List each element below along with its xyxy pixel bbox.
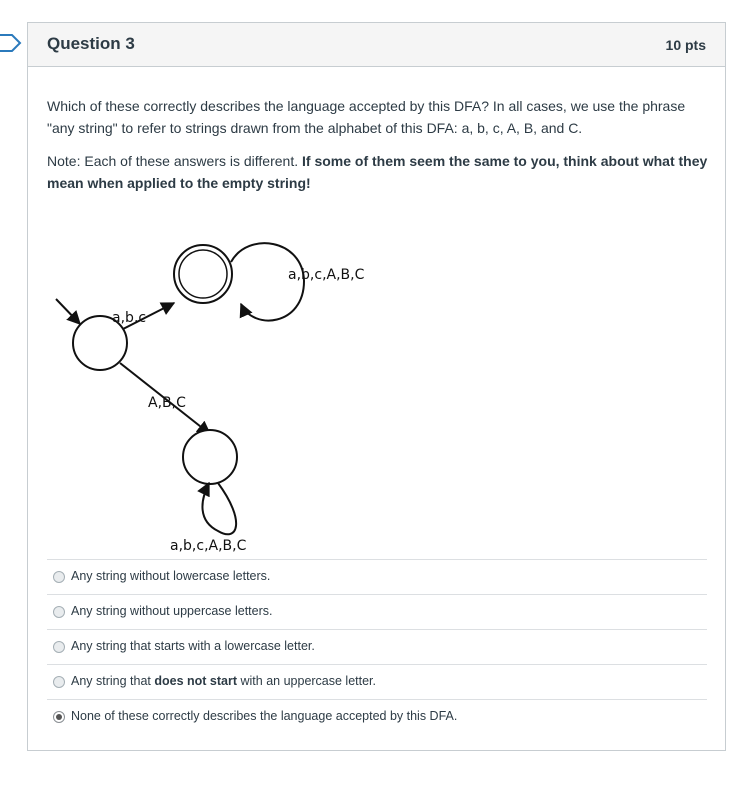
answer-label[interactable]: Any string without lowercase letters. [71,569,271,583]
answer-option[interactable] [47,629,707,664]
answer-option[interactable] [47,664,707,699]
answer-label[interactable]: None of these correctly describes the language accepted by this DFA. [71,709,458,723]
question-points: 10 pts [665,37,706,53]
answer-radio-selected[interactable] [53,711,65,723]
dfa-diagram [48,221,365,561]
dead-loop-label: a,b,c,A,B,C [170,538,247,554]
start-arrow [56,299,80,324]
accept-loop-label: a,b,c,A,B,C [288,267,365,283]
question-note [47,150,712,194]
question-text [47,95,712,205]
answer-radio[interactable] [53,641,65,653]
answer-radio[interactable] [53,571,65,583]
answer-option-selected[interactable] [47,699,707,734]
dead-state [183,430,237,484]
answer-label[interactable]: Any string without uppercase letters. [71,604,273,618]
question-title: Question 3 [47,34,135,53]
answer-radio[interactable] [53,606,65,618]
answer-list [47,559,707,734]
edge-label-start-dead: A,B,C [148,395,186,411]
answer-radio[interactable] [53,676,65,688]
question-header [28,23,725,67]
edge-label-start-accept: a,b,c [112,310,147,326]
question-card [27,22,726,751]
answer-option[interactable] [47,594,707,629]
note-bold: If some of them seem the same to you, think about what they mean when applied to the empty string! [47,153,708,191]
note-prefix: Note: Each of these answers is different. [47,153,302,169]
answer-label[interactable]: Any string that does not start with an uppercase letter. [71,674,377,688]
dead-self-loop [202,483,236,534]
answer-option[interactable] [47,559,707,594]
answer-label[interactable]: Any string that starts with a lowercase letter. [71,639,315,653]
flag-question-icon[interactable] [0,34,22,52]
accept-state-outer [174,245,232,303]
question-prompt: Which of these correctly describes the language accepted by this DFA? In all cases, we use the phrase "any string" to refer to strings drawn from the alphabet of this DFA: a, b, c, A, B, and C. [47,98,686,136]
